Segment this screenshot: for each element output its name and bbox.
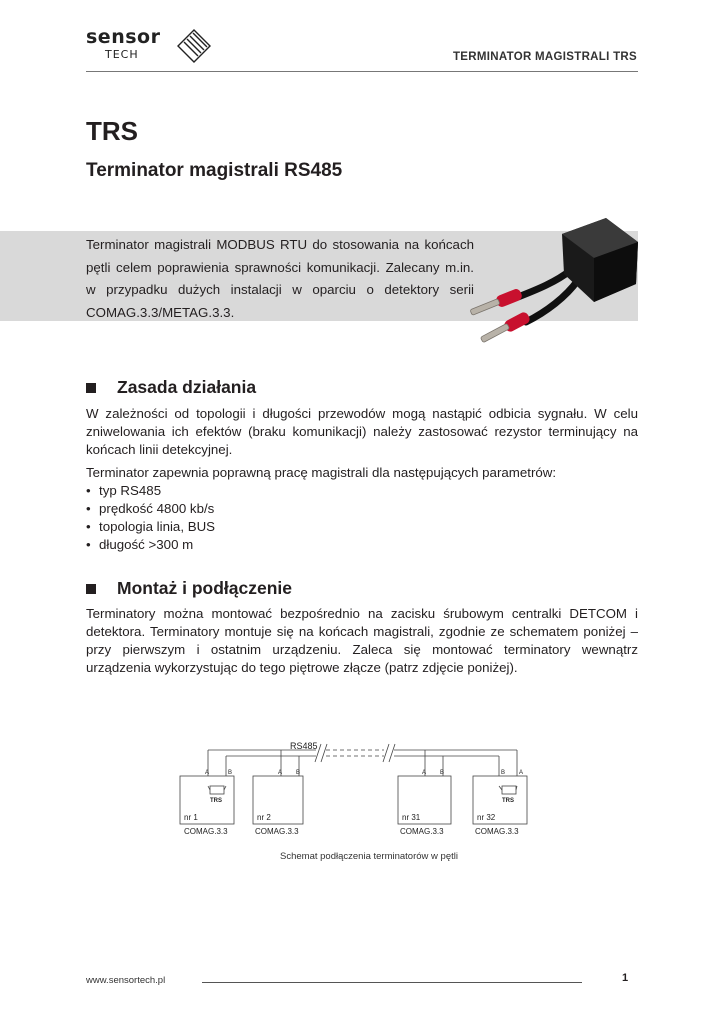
section-heading-principle: [86, 377, 256, 398]
device-number: nr 31: [402, 813, 421, 822]
device-model: COMAG.3.3: [475, 827, 519, 836]
pin-label: B: [440, 770, 445, 776]
header-divider: [86, 71, 638, 72]
square-bullet-icon: [86, 584, 96, 594]
square-bullet-icon: [86, 383, 96, 393]
logo-subtext: TECH: [105, 48, 139, 61]
parameter-list: [86, 482, 215, 554]
pin-label: A: [519, 770, 524, 776]
header-document-title: TERMINATOR MAGISTRALI TRS: [452, 51, 637, 63]
device-model: COMAG.3.3: [184, 827, 228, 836]
terminator-label: TRS: [502, 798, 514, 804]
section1-paragraph-2: Terminator zapewnia poprawną pracę magistrali dla następujących parametrów:: [86, 465, 557, 480]
device-number: nr 32: [477, 813, 496, 822]
page-number: 1: [622, 972, 629, 984]
device-number: nr 1: [184, 813, 198, 822]
pin-label: A: [278, 770, 283, 776]
list-item: • typ RS485: [86, 482, 215, 500]
page-title: TRS: [86, 116, 138, 146]
terminator-label: TRS: [210, 798, 222, 804]
wiring-diagram: [0, 730, 725, 840]
section-heading-mounting: [86, 578, 292, 599]
pin-label: A: [205, 770, 210, 776]
page-subtitle: Terminator magistrali RS485: [86, 160, 343, 181]
section1-paragraph-1: W zależności od topologii i długości przewodów mogą nastąpić odbicia sygnału. W celu zniwelowania ich efektów (braku komunikacji) należy zastosować rezystor terminujący na końcach linii detekcyjnej.: [86, 406, 638, 457]
device-model: COMAG.3.3: [255, 827, 299, 836]
logo-wordmark: sensor: [86, 26, 161, 48]
logo-emblem-icon: [176, 28, 212, 64]
intro-text: Terminator magistrali MODBUS RTU do stosowania na końcach pętli celem poprawienia sprawności komunikacji. Zalecany m.in. w przypadku dużych instalacji w oparciu o detektory serii COMAG.3.3/METAG.3.3.: [86, 237, 474, 320]
pin-label: A: [422, 770, 427, 776]
device-model: COMAG.3.3: [400, 827, 444, 836]
pin-label: B: [228, 770, 233, 776]
pin-label: B: [501, 770, 506, 776]
list-item: • topologia linia, BUS: [86, 518, 215, 536]
bus-label: RS485: [290, 741, 318, 751]
section-heading-text: Zasada działania: [117, 377, 257, 397]
diagram-caption: Schemat podłączenia terminatorów w pętli: [280, 851, 458, 862]
section2-paragraph: Terminatory można montować bezpośrednio na zacisku śrubowym centralki DETCOM i detektora. Terminatory montuje się na końcach magistrali, zgodnie ze schematem poniżej – przy pierwszym i ostatnim urządzeniu. Zaleca się montować terminatory wewnątrz urządzenia wykorzystując do tego piętrowe złącze (patrz zdjęcie poniżej).: [86, 606, 638, 675]
list-item: • prędkość 4800 kb/s: [86, 500, 215, 518]
section-heading-text: Montaż i podłączenie: [117, 578, 293, 598]
device-number: nr 2: [257, 813, 271, 822]
footer-divider: [202, 982, 582, 983]
list-item: • długość >300 m: [86, 536, 215, 554]
footer-url: www.sensortech.pl: [86, 975, 166, 986]
pin-label: B: [296, 770, 301, 776]
product-photo: [466, 212, 641, 352]
